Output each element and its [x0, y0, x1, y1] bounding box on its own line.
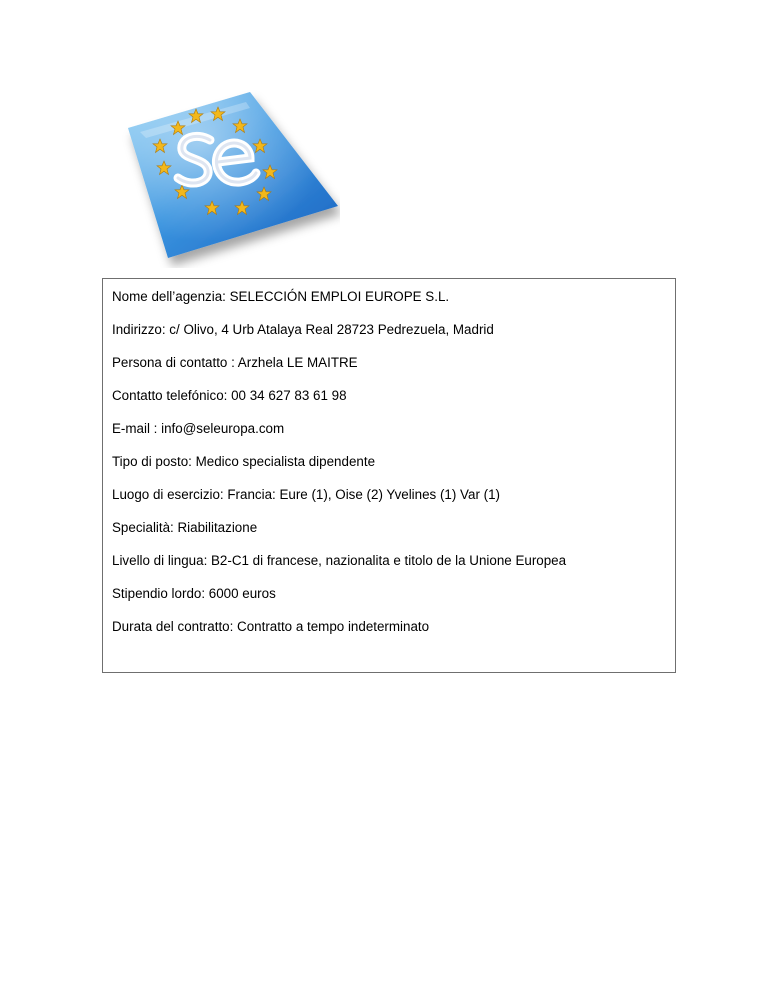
specialty-line: Specialità: Riabilitazione [112, 520, 258, 535]
agency-info-box [102, 278, 676, 673]
agency-name-line: Nome dell’agenzia: SELECCIÓN EMPLOI EUROPE S.L. [112, 289, 450, 304]
work-location-line: Luogo di esercizio: Francia: Eure (1), Oise (2) Yvelines (1) Var (1) [112, 487, 500, 502]
phone-line: Contatto telefónico: 00 34 627 83 61 98 [112, 388, 347, 403]
position-type-line: Tipo di posto: Medico specialista dipendente [112, 454, 376, 469]
contact-person-line: Persona di contatto : Arzhela LE MAITRE [112, 355, 358, 370]
company-logo [110, 88, 340, 268]
contract-duration-line: Durata del contratto: Contratto a tempo indeterminato [112, 619, 430, 634]
gross-salary-line: Stipendio lordo: 6000 euros [112, 586, 276, 601]
language-level-line: Livello di lingua: B2-C1 di francese, nazionalita e titolo de la Unione Europea [112, 553, 567, 568]
email-line: E-mail : info@seleuropa.com [112, 421, 285, 436]
address-line: Indirizzo: c/ Olivo, 4 Urb Atalaya Real 28723 Pedrezuela, Madrid [112, 322, 494, 337]
